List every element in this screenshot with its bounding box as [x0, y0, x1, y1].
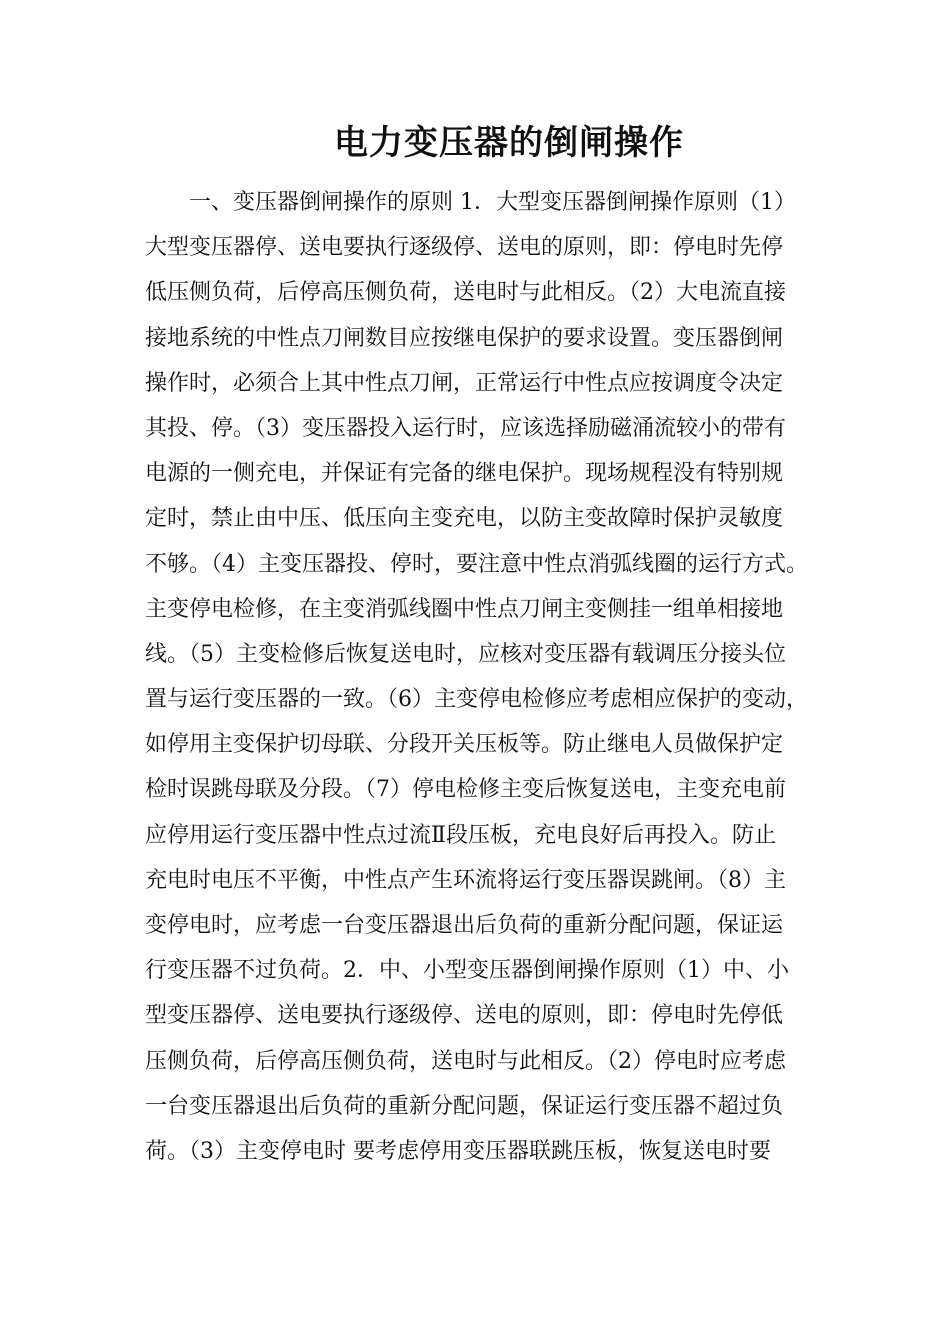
paragraph-line: 行变压器不过负荷。2．中、小型变压器倒闸操作原则（1）中、小: [145, 958, 789, 984]
paragraph-line: 变停电时，应考虑一台变压器退出后负荷的重新分配问题，保证运: [145, 913, 784, 938]
paragraph-line: 其投、停。（3）变压器投入运行时，应该选择励磁涌流较小的带有: [145, 415, 786, 441]
paragraph-line: 主变停电检修，在主变消弧线圈中性点刀闸主变侧挂一组单相接地: [145, 596, 784, 622]
paragraph-line: 接地系统的中性点刀闸数目应按继电保护的要求设置。变压器倒闸: [145, 325, 784, 351]
paragraph-line: 不够。（4）主变压器投、停时，要注意中性点消弧线圈的运行方式。: [145, 551, 808, 577]
paragraph-line: 应停用运行变压器中性点过流Ⅱ段压板，充电良好后再投入。防止: [145, 822, 776, 848]
paragraph-line: 压侧负荷，后停高压侧负荷，送电时与此相反。（2）停电时应考虑: [145, 1048, 786, 1074]
paragraph-line: 大型变压器停、送电要执行逐级停、送电的原则，即：停电时先停: [145, 235, 784, 261]
paragraph-line: 电源的一侧充电，并保证有完备的继电保护。现场规程没有特别规: [145, 461, 784, 487]
paragraph-line: 充电时电压不平衡，中性点产生环流将运行变压器误跳闸。（8）主: [145, 867, 786, 893]
paragraph-line: 低压侧负荷，后停高压侧负荷，送电时与此相反。（2）大电流直接: [145, 280, 786, 306]
paragraph-line: 线。（5）主变检修后恢复送电时，应核对变压器有载调压分接头位: [145, 641, 786, 667]
paragraph-line: 定时，禁止由中压、低压向主变充电，以防主变故障时保护灵敏度: [145, 506, 784, 532]
paragraph-line: 一、变压器倒闸操作的原则 1．大型变压器倒闸操作原则（1）: [189, 190, 796, 215]
paragraph-line: 操作时，必须合上其中性点刀闸，正常运行中性点应按调度令决定: [145, 370, 784, 396]
paragraph-line: 如停用主变保护切母联、分段开关压板等。防止继电人员做保护定: [145, 732, 784, 758]
document-title: 电力变压器的倒闸操作: [334, 123, 684, 163]
paragraph-line: 型变压器停、送电要执行逐级停、送电的原则，即：停电时先停低: [145, 1003, 784, 1029]
paragraph-line: 置与运行变压器的一致。（6）主变停电检修应考虑相应保护的变动，: [145, 687, 808, 713]
paragraph-line: 一台变压器退出后负荷的重新分配问题，保证运行变压器不超过负: [145, 1093, 784, 1119]
paragraph-line: 检时误跳母联及分段。（7）停电检修主变后恢复送电，主变充电前: [145, 777, 786, 803]
document-body: [145, 180, 825, 1174]
paragraph-line: 荷。（3）主变停电时 要考虑停用变压器联跳压板，恢复送电时要: [145, 1138, 771, 1164]
